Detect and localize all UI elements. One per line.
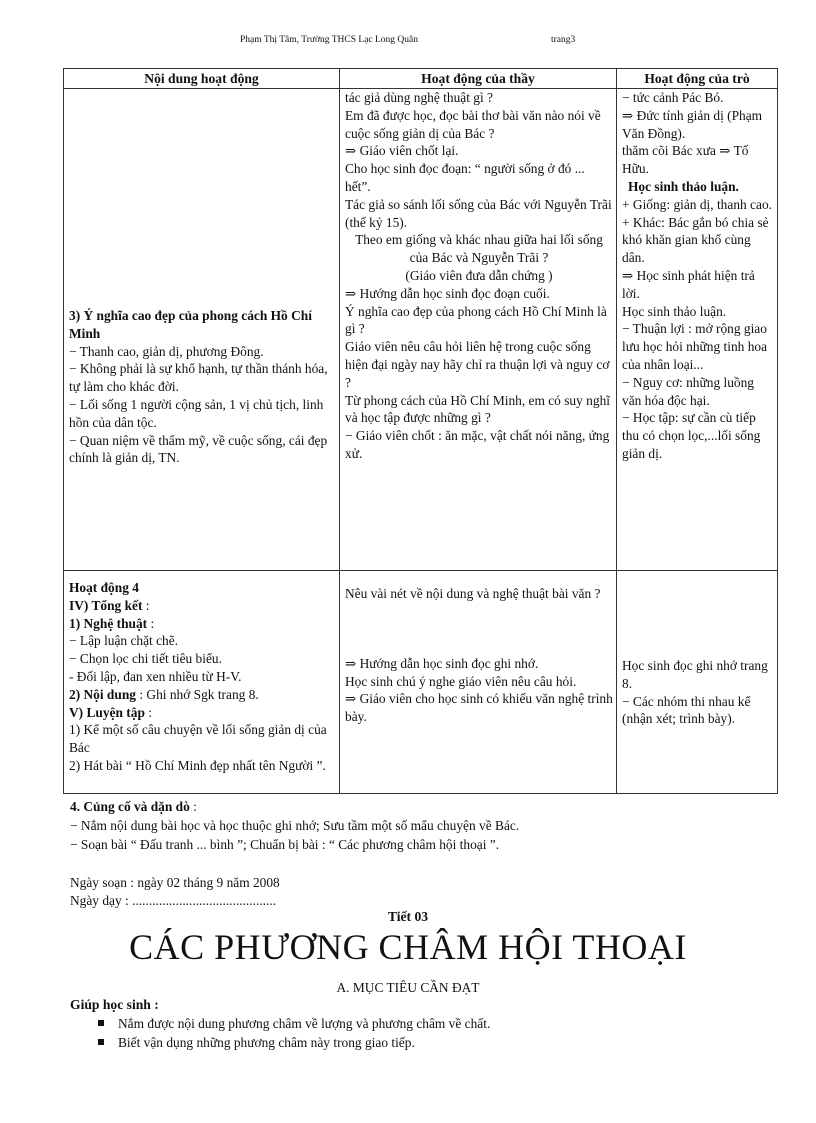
list-item: Biết vận dụng những phương châm này trong giao tiếp. — [96, 1033, 490, 1052]
date-prepared: Ngày soạn : ngày 02 tháng 9 năm 2008 — [70, 875, 280, 890]
teacher-question-summary: Nêu vài nét về nội dung và nghệ thuật bài văn ? — [345, 586, 601, 601]
student-summary-text: Học sinh đọc ghi nhớ trang 8. − Các nhóm thi nhau kể (nhận xét; trình bày). — [622, 658, 768, 727]
activity-4-heading: Hoạt động 4 — [69, 580, 139, 595]
summary-heading: IV) Tổng kết : — [69, 597, 150, 613]
table-row — [64, 571, 778, 794]
consolidation-line-1: − Nắm nội dung bài học và học thuộc ghi nhớ; Sưu tầm một số mẩu chuyện về Bác. — [70, 818, 520, 833]
table-row — [64, 89, 778, 571]
page-header-author: Phạm Thị Tâm, Trường THCS Lạc Long Quân — [240, 35, 419, 45]
column-header-teacher: Hoạt động của thầy — [340, 69, 617, 89]
practice-heading: V) Luyện tập : — [69, 704, 152, 720]
teacher-activity-text: tác giả dùng nghệ thuật gì ? Em đã được học, đọc bài thơ bài văn nào nói về cuộc sống giản dị của Bác ? ⇒ Giáo viên chốt lại. Cho học sinh đọc đoạn: “ người sống ở đó ... hết”. Tác giả so sánh lối sống của Bác với Nguyễn Trãi (thế kỷ 15). — [345, 90, 612, 230]
row2-content-cell — [64, 571, 340, 794]
help-students-heading: Giúp học sinh : — [70, 997, 159, 1012]
row1-student-cell — [617, 89, 778, 571]
lesson-number: Tiết 03 — [387, 909, 429, 924]
row1-content-cell — [64, 89, 340, 571]
art-points: − Lập luận chặt chẽ. − Chọn lọc chi tiết tiêu biểu. - Đối lập, đan xen nhiều từ H-V. — [69, 633, 242, 684]
teacher-guide-summary: ⇒ Hướng dẫn học sinh đọc ghi nhớ. Học sinh chú ý nghe giáo viên nêu câu hỏi. ⇒ Giáo viên cho học sinh có khiếu văn nghệ trình bày. — [345, 655, 613, 725]
date-taught: Ngày dạy : ........................................... — [70, 893, 277, 908]
teacher-activity-text-2: ⇒ Hướng dẫn học sinh đọc đoạn cuối. Ý nghĩa cao đẹp của phong cách Hồ Chí Minh là gì ? Giáo viên nêu câu hỏi liên hệ trong cuộc sống hiện đại ngày nay hãy chỉ ra thuận lợi và nguy cơ ? Từ phong cách của Hồ Chí Minh, em có suy nghĩ và học tập được những gì ? − Giáo viên chốt : ăn mặc, vật chất nói năng, ứng xử. — [345, 285, 610, 461]
row2-teacher-cell — [340, 571, 617, 794]
art-heading: 1) Nghệ thuật : — [69, 615, 155, 631]
consolidation-heading: 4. Củng cố và dặn dò : — [70, 799, 197, 814]
column-header-content: Nội dung hoạt động — [64, 69, 340, 89]
page-number: trang3 — [551, 35, 576, 45]
section-title-meaning: 3) Ý nghĩa cao đẹp của phong cách Hồ Chí Minh — [69, 308, 312, 341]
table-header-row — [64, 69, 778, 89]
student-activity-text-2: + Giống: giản dị, thanh cao. + Khác: Bác gắn bó chia sẻ khó khăn gian khổ cùng dân. ⇒ Học sinh phát hiện trả lời. Học sinh thảo luận. − Thuận lợi : mở rộng giao lưu học hỏi những tinh hoa của nhân loại... − Nguy cơ: những luồng văn hóa độc hại. − Học tập: sự cần cù tiếp thu có chọn lọc,...lối sống giản dị. — [622, 196, 772, 461]
list-item: Nắm được nội dung phương châm về lượng và phương châm về chất. — [96, 1014, 490, 1033]
teacher-activity-compare: Theo em giống và khác nhau giữa hai lối sống của Bác và Nguyễn Trãi ? (Giáo viên đưa dẫn chứng ) — [355, 232, 603, 283]
row2-student-cell — [617, 571, 778, 794]
meaning-points: − Thanh cao, giản dị, phương Đông. − Không phải là sự khổ hạnh, tự thần thánh hóa, tự làm cho khác đời. − Lối sống 1 người cộng sản, 1 vị chủ tịch, linh hồn của dân tộc. − Quan niệm về thẩm mỹ, về cuộc sống, cái đẹp chính là giản dị, TN. — [69, 343, 328, 466]
section-objectives: A. MỤC TIÊU CẦN ĐẠT — [336, 980, 480, 995]
goals-list — [96, 1014, 490, 1052]
student-discussion-heading: Học sinh thảo luận. — [628, 178, 739, 194]
column-header-student: Hoạt động của trò — [617, 69, 778, 89]
student-activity-text: − tức cảnh Pác Bó. ⇒ Đức tính giản dị (Phạm Văn Đồng). thăm cõi Bác xưa ⇒ Tố Hữu. — [622, 90, 763, 177]
practice-points: 1) Kể một số câu chuyện về lối sống giản dị của Bác 2) Hát bài “ Hồ Chí Minh đẹp nhất tên Người ”. — [69, 722, 327, 773]
lesson-title: CÁC PHƯƠNG CHÂM HỘI THOẠI — [129, 927, 687, 967]
content-line: 2) Nội dung : Ghi nhớ Sgk trang 8. — [69, 686, 259, 702]
lesson-table — [63, 68, 778, 794]
row1-teacher-cell — [340, 89, 617, 571]
consolidation-line-2: − Soạn bài “ Đấu tranh ... bình ”; Chuẩn bị bài : “ Các phương châm hội thoại ”. — [70, 837, 500, 852]
